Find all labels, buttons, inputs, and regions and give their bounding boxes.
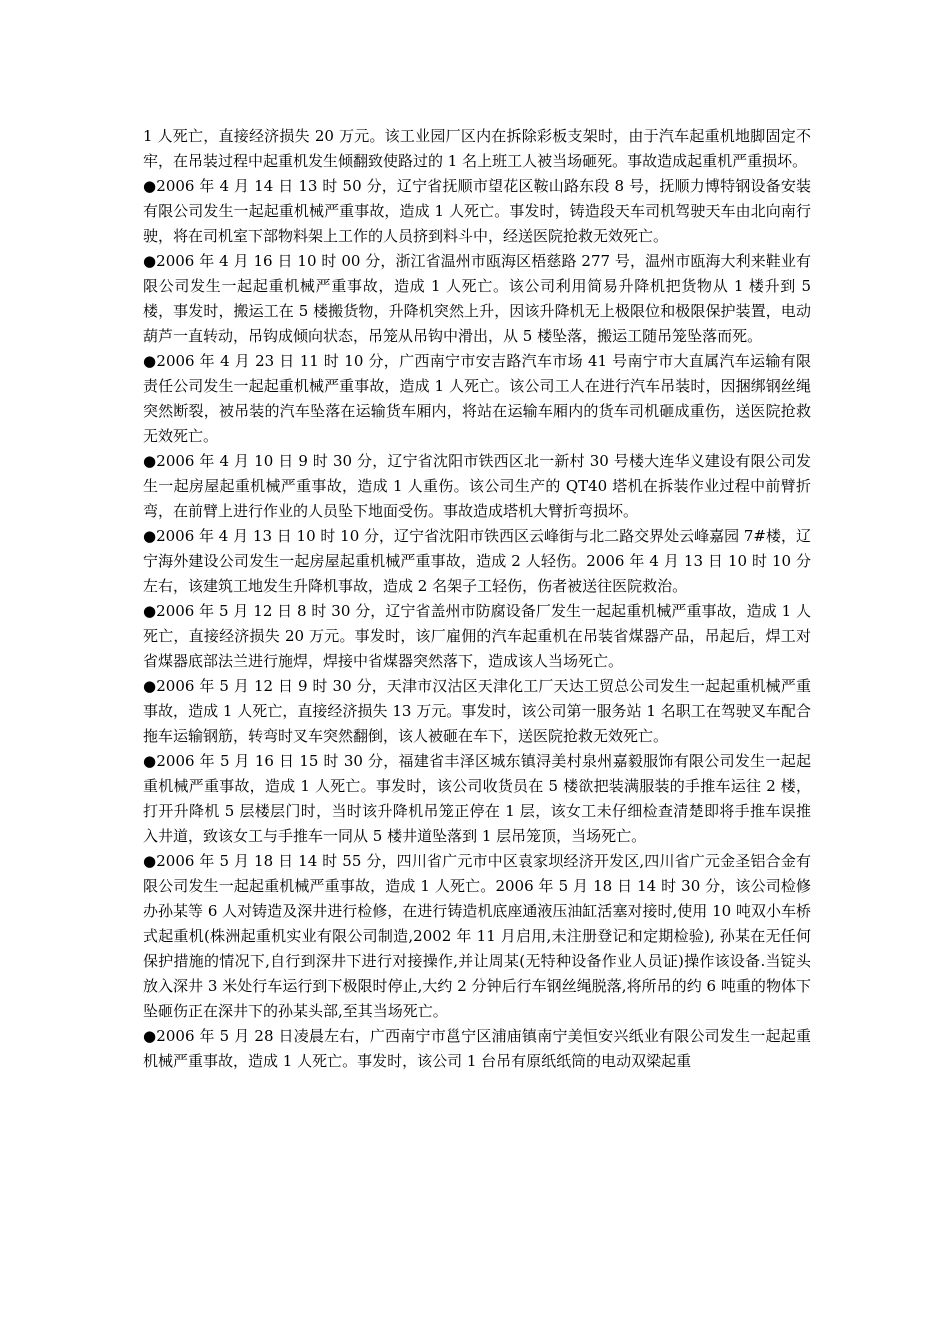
paragraph-gaizhou-accident: ●2006 年 5 月 12 日 8 时 30 分，辽宁省盖州市防腐设备厂发生一起起重机械严重事故，造成 1 人死亡，直接经济损失 20 万元。事发时，该厂雇佣的汽车起重机在吊装省煤器产品，吊起后，焊工对省煤器底部法兰进行施焊，焊接中省煤器突然落下，造成该人当场死亡。: [143, 602, 811, 670]
paragraph-wenzhou-accident: ●2006 年 4 月 16 日 10 时 00 分，浙江省温州市瓯海区梧慈路 277 号，温州市瓯海大利来鞋业有限公司发生一起起重机械严重事故，造成 1 人死亡。该公司利用简易升降机把货物从 1 楼升到 5 楼，事发时，搬运工在 5 楼搬货物，升降机突然上升，因该升降机无上极限位和极限保护装置，电动葫芦一直转动，吊钩成倾向状态，吊笼从吊钩中滑出，从 5 楼坠落，搬运工随吊笼坠落而死。: [143, 252, 811, 345]
paragraph-guangyuan-crane-accident: ●2006 年 5 月 18 日 14 时 55 分，四川省广元市中区袁家坝经济开发区,四川省广元金圣铝合金有限公司发生一起起重机械严重事故，造成 1 人死亡。2006 年 5 月 18 日 14 时 30 分，该公司检修办孙某等 6 人对铸造及深井进行检修，在进行铸造机底座通液压油缸活塞对接时,使用 10 吨双小车桥式起重机(株洲起重机实业有限公司制造,2002 年 11 月启用,未注册登记和定期检验), 孙某在无任何保护措施的情况下,自行到深井下进行对接操作,并让周某(无特种设备作业人员证)操作该设备.当锭头放入深井 3 米处行车运行到下极限时停止,大约 2 分钟后行车钢丝绳脱落,将所吊的约 6 吨重的物体下坠砸伤正在深井下的孙某头部,至其当场死亡。: [143, 852, 811, 1020]
paragraph-fushun-accident: ●2006 年 4 月 14 日 13 时 50 分，辽宁省抚顺市望花区鞍山路东段 8 号，抚顺力博特钢设备安装有限公司发生一起起重机械严重事故，造成 1 人死亡。事发时，铸造段天车司机驾驶天车由北向南行驶，将在司机室下部物料架上工作的人员挤到料斗中，经送医院抢救无效死亡。: [143, 177, 811, 245]
paragraph-nanning-truck-accident: ●2006 年 4 月 23 日 11 时 10 分，广西南宁市安吉路汽车市场 41 号南宁市大直属汽车运输有限责任公司发生一起起重机械严重事故，造成 1 人死亡。该公司工人在进行汽车吊装时，因捆绑钢丝绳突然断裂，被吊装的汽车坠落在运输货车厢内，将站在运输车厢内的货车司机砸成重伤，送医院抢救无效死亡。: [143, 352, 811, 445]
paragraph-fujian-elevator-accident: ●2006 年 5 月 16 日 15 时 30 分，福建省丰泽区城东镇浔美村泉州嘉毅服饰有限公司发生一起起重机械严重事故，造成 1 人死亡。事发时，该公司收货员在 5 楼欲把装满服装的手推车运往 2 楼，打开升降机 5 层楼层门时，当时该升降机吊笼正停在 1 层，该女工未仔细检查清楚即将手推车误推入井道，致该女工与手推车一同从 5 楼井道坠落到 1 层吊笼顶，当场死亡。: [143, 752, 811, 845]
paragraph-continuation: 1 人死亡，直接经济损失 20 万元。该工业园厂区内在拆除彩板支架时，由于汽车起重机地脚固定不牢，在吊装过程中起重机发生倾翻致使路过的 1 名上班工人被当场砸死。事故造成起重机严重损坏。: [143, 127, 811, 170]
paragraph-shenyang-elevator-accident: ●2006 年 4 月 13 日 10 时 10 分，辽宁省沈阳市铁西区云峰街与北二路交界处云峰嘉园 7#楼，辽宁海外建设公司发生一起房屋起重机械严重事故，造成 2 人轻伤。2006 年 4 月 13 日 10 时 10 分左右，该建筑工地发生升降机事故，造成 2 名架子工轻伤，伤者被送往医院救治。: [143, 527, 811, 595]
paragraph-shenyang-tower-crane-accident: ●2006 年 4 月 10 日 9 时 30 分，辽宁省沈阳市铁西区北一新村 30 号楼大连华义建设有限公司发生一起房屋起重机械严重事故，造成 1 人重伤。该公司生产的 QT40 塔机在拆装作业过程中前臂折弯，在前臂上进行作业的人员坠下地面受伤。事故造成塔机大臂折弯损坏。: [143, 452, 811, 520]
document-body: [143, 124, 811, 1074]
paragraph-nanning-paper-accident: ●2006 年 5 月 28 日凌晨左右，广西南宁市邕宁区浦庙镇南宁美恒安兴纸业有限公司发生一起起重机械严重事故，造成 1 人死亡。事发时，该公司 1 台吊有原纸纸筒的电动双梁起重: [143, 1027, 811, 1070]
paragraph-tianjin-forklift-accident: ●2006 年 5 月 12 日 9 时 30 分，天津市汉沽区天津化工厂天达工贸总公司发生一起起重机械严重事故，造成 1 人死亡，直接经济损失 13 万元。事发时，该公司第一服务站 1 名职工在驾驶叉车配合拖车运输钢筋，转弯时叉车突然翻倒，该人被砸在车下，送医院抢救无效死亡。: [143, 677, 811, 745]
